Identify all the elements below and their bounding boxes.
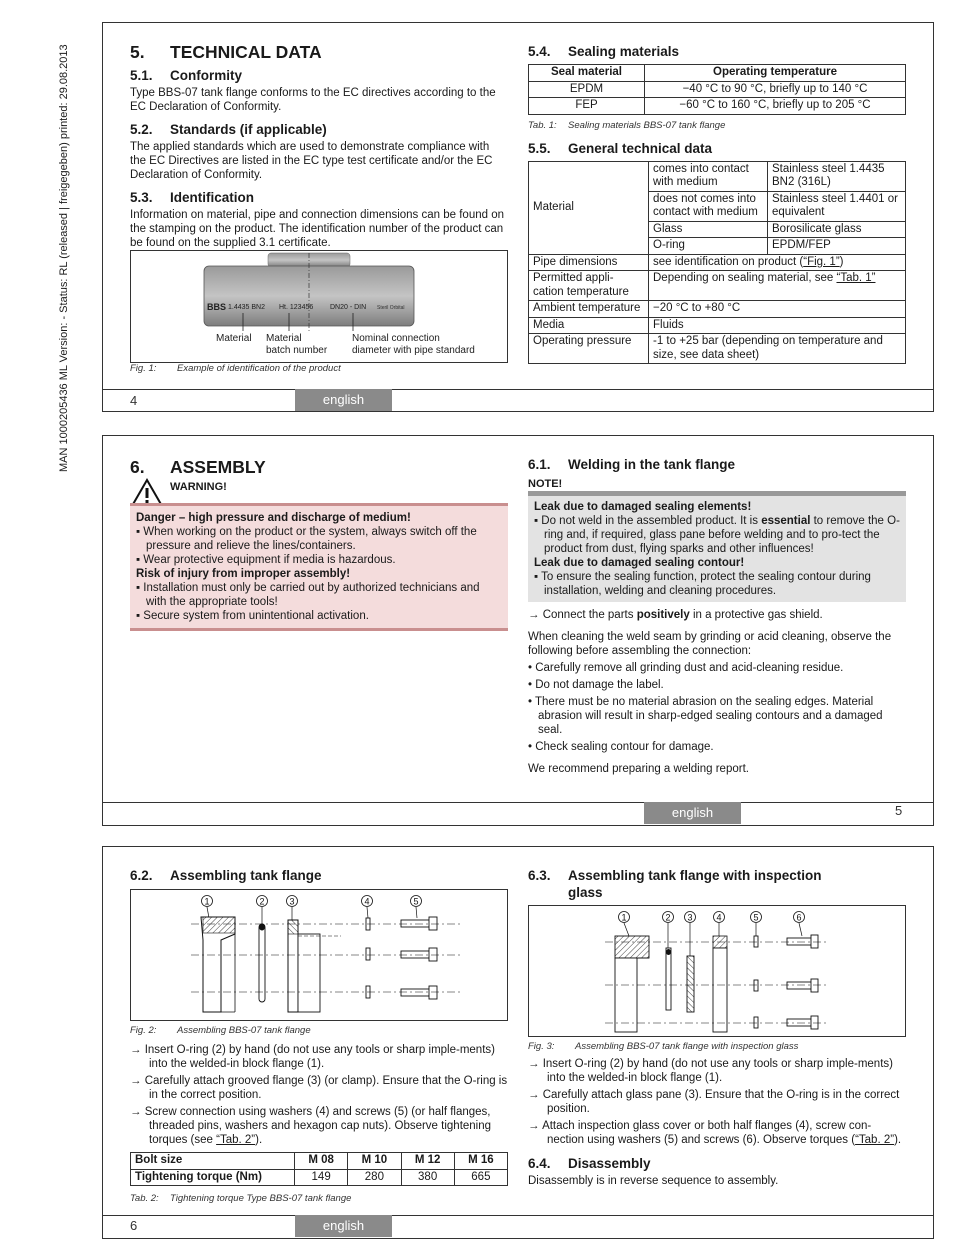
tightening-torque-table — [130, 1152, 508, 1186]
warning-bullet-3: ▪ Installation must only be carried out by authorized technicians and with the appropriate tools! — [136, 582, 480, 608]
label-nominal-1: Nominal connection — [352, 333, 440, 344]
page5-language-tab: english — [644, 802, 741, 824]
glass-step-2: → Carefully attach glass pane (3). Ensure that the O-ring is in the correct position. — [528, 1089, 900, 1115]
marker-5: 5 — [413, 896, 419, 907]
page6-footer-line — [103, 1215, 933, 1216]
tank-flange-step-1: → Insert O-ring (2) by hand (do not use any tools or sharp imple-ments) into the welded-in block flange (1). — [130, 1044, 495, 1070]
cleaning-bullet-1: • Carefully remove all grinding dust and acid-cleaning residue. — [528, 662, 844, 674]
cell-glass-value: Borosilicate glass — [768, 221, 906, 238]
torque-m10: 280 — [348, 1169, 401, 1186]
th-bolt-size: Bolt size — [131, 1153, 295, 1170]
cell-oring-value: EPDM/FEP — [768, 238, 906, 255]
figure-3-assembly-glass — [528, 905, 906, 1037]
identification-text: Information on material, pipe and connection dimensions can be found on the stamping on the product. The identification number of the product can be found on the supplied 3.1 certificate. — [130, 209, 504, 249]
seal-fep: FEP — [529, 98, 645, 115]
print-status-text: MAN 1000205436 ML Version: - Status: RL (released | freigegeben) printed: 29.08.2013 — [58, 44, 70, 472]
note-bullet-1: ▪ Do not weld in the assembled product. It is essential to remove the O-ring and, if required, glass pane before welding and to pro-tect the product from dust, flying sparks and other influences! — [534, 515, 900, 555]
section-5-heading: 5. TECHNICAL DATA — [130, 42, 322, 62]
section-6-4-heading: 6.4. Disassembly — [528, 1156, 651, 1171]
cell-perm-temp: Permitted appli-cation temperature — [529, 271, 649, 301]
warning-label: WARNING! — [170, 481, 227, 493]
note-bullet-2: ▪ To ensure the sealing function, protect the sealing contour during installation, welding and cleaning procedures. — [534, 571, 871, 597]
warning-bullet-2: ▪ Wear protective equipment if media is hazardous. — [136, 554, 396, 566]
marker-g4: 4 — [716, 912, 722, 923]
marker-g3: 3 — [687, 912, 693, 923]
disassembly-text: Disassembly is in reverse sequence to assembly. — [528, 1175, 779, 1187]
cell-pipe: Pipe dimensions — [529, 254, 649, 271]
welding-step: → Connect the parts positively in a protective gas shield. — [528, 609, 823, 621]
cell-no-contact: does not comes into contact with medium — [649, 191, 768, 221]
warning-bullet-4: ▪ Secure system from unintentional activation. — [136, 610, 369, 622]
tank-flange-step-3: → Screw connection using washers (4) and screws (5) (or half flanges, threaded pins, washers and hexagon cap nuts). Observe tightening torques (see “Tab. 2”). — [130, 1106, 492, 1146]
page4-right-column — [528, 43, 906, 364]
stamp-brand: BBS — [207, 302, 227, 312]
cell-ambient: Ambient temperature — [529, 301, 649, 318]
label-material: Material — [216, 333, 252, 344]
stamp-material: 1.4435 BN2 — [228, 304, 265, 311]
seal-fep-temp: −60 °C to 160 °C, briefly up to 205 °C — [645, 98, 906, 115]
cleaning-bullet-4: • Check sealing contour for damage. — [528, 741, 714, 753]
label-nominal-2: diameter with pipe standard — [352, 345, 475, 356]
page-6 — [102, 846, 934, 1239]
torque-m12: 380 — [401, 1169, 454, 1186]
conformity-text: Type BBS-07 tank flange conforms to the EC directives according to the EC Declaration of Conformity. — [130, 87, 496, 113]
section-6-3-heading: 6.3. Assembling tank flange with inspection glass — [528, 868, 822, 900]
page6-language-tab: english — [295, 1215, 392, 1237]
section-5-2-heading: 5.2. Standards (if applicable) — [130, 122, 327, 137]
label-batch-1: Material — [266, 333, 302, 344]
figure-1-caption: Fig. 1: Example of identification of the product — [130, 363, 341, 374]
th-m16: M 16 — [454, 1153, 507, 1170]
page4-footer-line — [103, 389, 933, 390]
section-6-heading: 6. ASSEMBLY — [130, 457, 266, 477]
page6-right-column — [528, 867, 906, 901]
label-batch-2: batch number — [266, 345, 328, 356]
tank-flange-glass-exploded-drawing — [529, 906, 905, 1036]
stamp-dn: DN20 - DIN — [330, 304, 367, 311]
glass-flange-steps — [528, 1057, 906, 1188]
glass-step-1: → Insert O-ring (2) by hand (do not use any tools or sharp imple-ments) into the welded-in block flange (1). — [528, 1058, 893, 1084]
marker-2: 2 — [259, 896, 265, 907]
cell-oring: O-ring — [649, 238, 768, 255]
note-box — [528, 491, 906, 602]
cell-pipe-value: see identification on product (“Fig. 1”) — [649, 254, 906, 271]
page-5 — [102, 435, 934, 826]
figure-3-caption: Fig. 3: Assembling BBS-07 tank flange with inspection glass — [528, 1041, 799, 1052]
flange-stamp-illustration — [131, 251, 507, 362]
page-number-5: 5 — [895, 803, 903, 818]
page5-footer-line — [103, 802, 933, 803]
page-4 — [102, 22, 934, 412]
cell-perm-temp-value: Depending on sealing material, see “Tab. 1” — [649, 271, 906, 301]
link-tab-2-glass[interactable]: “Tab. 2” — [855, 1134, 895, 1146]
marker-g6: 6 — [796, 912, 802, 923]
table-2-caption: Tab. 2: Tightening torque Type BBS-07 tank flange — [130, 1193, 352, 1204]
cell-contact: comes into contact with medium — [649, 161, 768, 191]
warning-risk-heading: Risk of injury from improper assembly! — [136, 568, 351, 580]
link-tab-2[interactable]: “Tab. 2” — [216, 1134, 256, 1146]
glass-step-3: → Attach inspection glass cover or both half flanges (4), screw con-nection using washers (5) and screws (6). Observe torques (“Tab. 2”). — [528, 1120, 902, 1146]
stamp-steril: Steril Orbital — [377, 305, 405, 311]
page-number-6: 6 — [130, 1218, 138, 1233]
welding-steps — [528, 608, 906, 776]
cell-media: Media — [529, 317, 649, 334]
section-6-1-heading: 6.1. Welding in the tank flange — [528, 457, 736, 472]
marker-3: 3 — [289, 896, 295, 907]
cell-pressure-value: -1 to +25 bar (depending on temperature and size, see data sheet) — [649, 334, 906, 364]
cell-material: Material — [529, 161, 649, 254]
torque-m08: 149 — [295, 1169, 348, 1186]
page5-right-column — [528, 456, 906, 491]
note-heading-2: Leak due to damaged sealing contour! — [534, 557, 745, 569]
seal-epdm-temp: −40 °C to 90 °C, briefly up to 140 °C — [645, 81, 906, 98]
link-fig-1[interactable]: “Fig. 1” — [803, 255, 840, 268]
cleaning-bullet-3: • There must be no material abrasion on the sealing edges. Material abrasion will result in sharp-edged sealing contours and a damaged seal. — [528, 696, 883, 736]
section-5-1-heading: 5.1. Conformity — [130, 68, 242, 83]
warning-box — [130, 503, 508, 631]
tank-flange-exploded-drawing — [131, 890, 507, 1020]
figure-2-assembly — [130, 889, 508, 1021]
section-6-2-heading: 6.2. Assembling tank flange — [130, 868, 322, 883]
tank-flange-steps — [130, 1043, 508, 1147]
marker-g5: 5 — [753, 912, 759, 923]
cleaning-intro: When cleaning the weld seam by grinding or acid cleaning, observe the following before assembling the connection: — [528, 631, 892, 657]
sealing-materials-table — [528, 64, 906, 115]
torque-m16: 665 — [454, 1169, 507, 1186]
section-5-4-heading: 5.4. Sealing materials — [528, 44, 680, 59]
th-m12: M 12 — [401, 1153, 454, 1170]
cell-ambient-value: −20 °C to +80 °C — [649, 301, 906, 318]
page5-left-column — [130, 456, 508, 493]
section-5-5-heading: 5.5. General technical data — [528, 140, 713, 156]
row-tightening-torque: Tightening torque (Nm) — [131, 1169, 295, 1186]
cell-glass: Glass — [649, 221, 768, 238]
cell-no-contact-value: Stainless steel 1.4401 or equivalent — [768, 191, 906, 221]
page6-left-column — [130, 867, 508, 884]
th-m10: M 10 — [348, 1153, 401, 1170]
marker-4: 4 — [364, 896, 370, 907]
cell-contact-value: Stainless steel 1.4435 BN2 (316L) — [768, 161, 906, 191]
warning-danger-heading: Danger – high pressure and discharge of medium! — [136, 512, 411, 524]
figure-1-identification — [130, 250, 508, 363]
cell-pressure: Operating pressure — [529, 334, 649, 364]
stamp-batch: Ht. 123456 — [279, 304, 314, 311]
th-operating-temp: Operating temperature — [645, 65, 906, 82]
th-seal-material: Seal material — [529, 65, 645, 82]
note-label: NOTE! — [528, 478, 563, 490]
general-technical-data-table — [528, 161, 906, 365]
page-number-4: 4 — [130, 393, 138, 408]
marker-g1: 1 — [621, 912, 627, 923]
page4-language-tab: english — [295, 389, 392, 411]
tank-flange-step-2: → Carefully attach grooved flange (3) (or clamp). Ensure that the O-ring is in the correct position. — [130, 1075, 508, 1101]
cleaning-bullet-2: • Do not damage the label. — [528, 679, 664, 691]
page4-left-column — [130, 41, 508, 250]
marker-g2: 2 — [665, 912, 671, 923]
cell-media-value: Fluids — [649, 317, 906, 334]
link-tab-1[interactable]: “Tab. 1” — [836, 272, 876, 284]
th-m08: M 08 — [295, 1153, 348, 1170]
standards-text: The applied standards which are used to demonstrate compliance with the EC Directives are listed in the EC type test certificate and/or the EC Declaration of Conformity. — [130, 141, 493, 181]
section-5-3-heading: 5.3. Identification — [130, 190, 254, 205]
figure-2-caption: Fig. 2: Assembling BBS-07 tank flange — [130, 1025, 311, 1036]
marker-1: 1 — [204, 896, 210, 907]
note-heading-1: Leak due to damaged sealing elements! — [534, 501, 752, 513]
warning-bullet-1: ▪ When working on the product or the system, always switch off the pressure and relieve the lines/containers. — [136, 526, 477, 552]
welding-report-text: We recommend preparing a welding report. — [528, 763, 749, 775]
table-1-caption: Tab. 1: Sealing materials BBS-07 tank flange — [528, 119, 726, 131]
seal-epdm: EPDM — [529, 81, 645, 98]
